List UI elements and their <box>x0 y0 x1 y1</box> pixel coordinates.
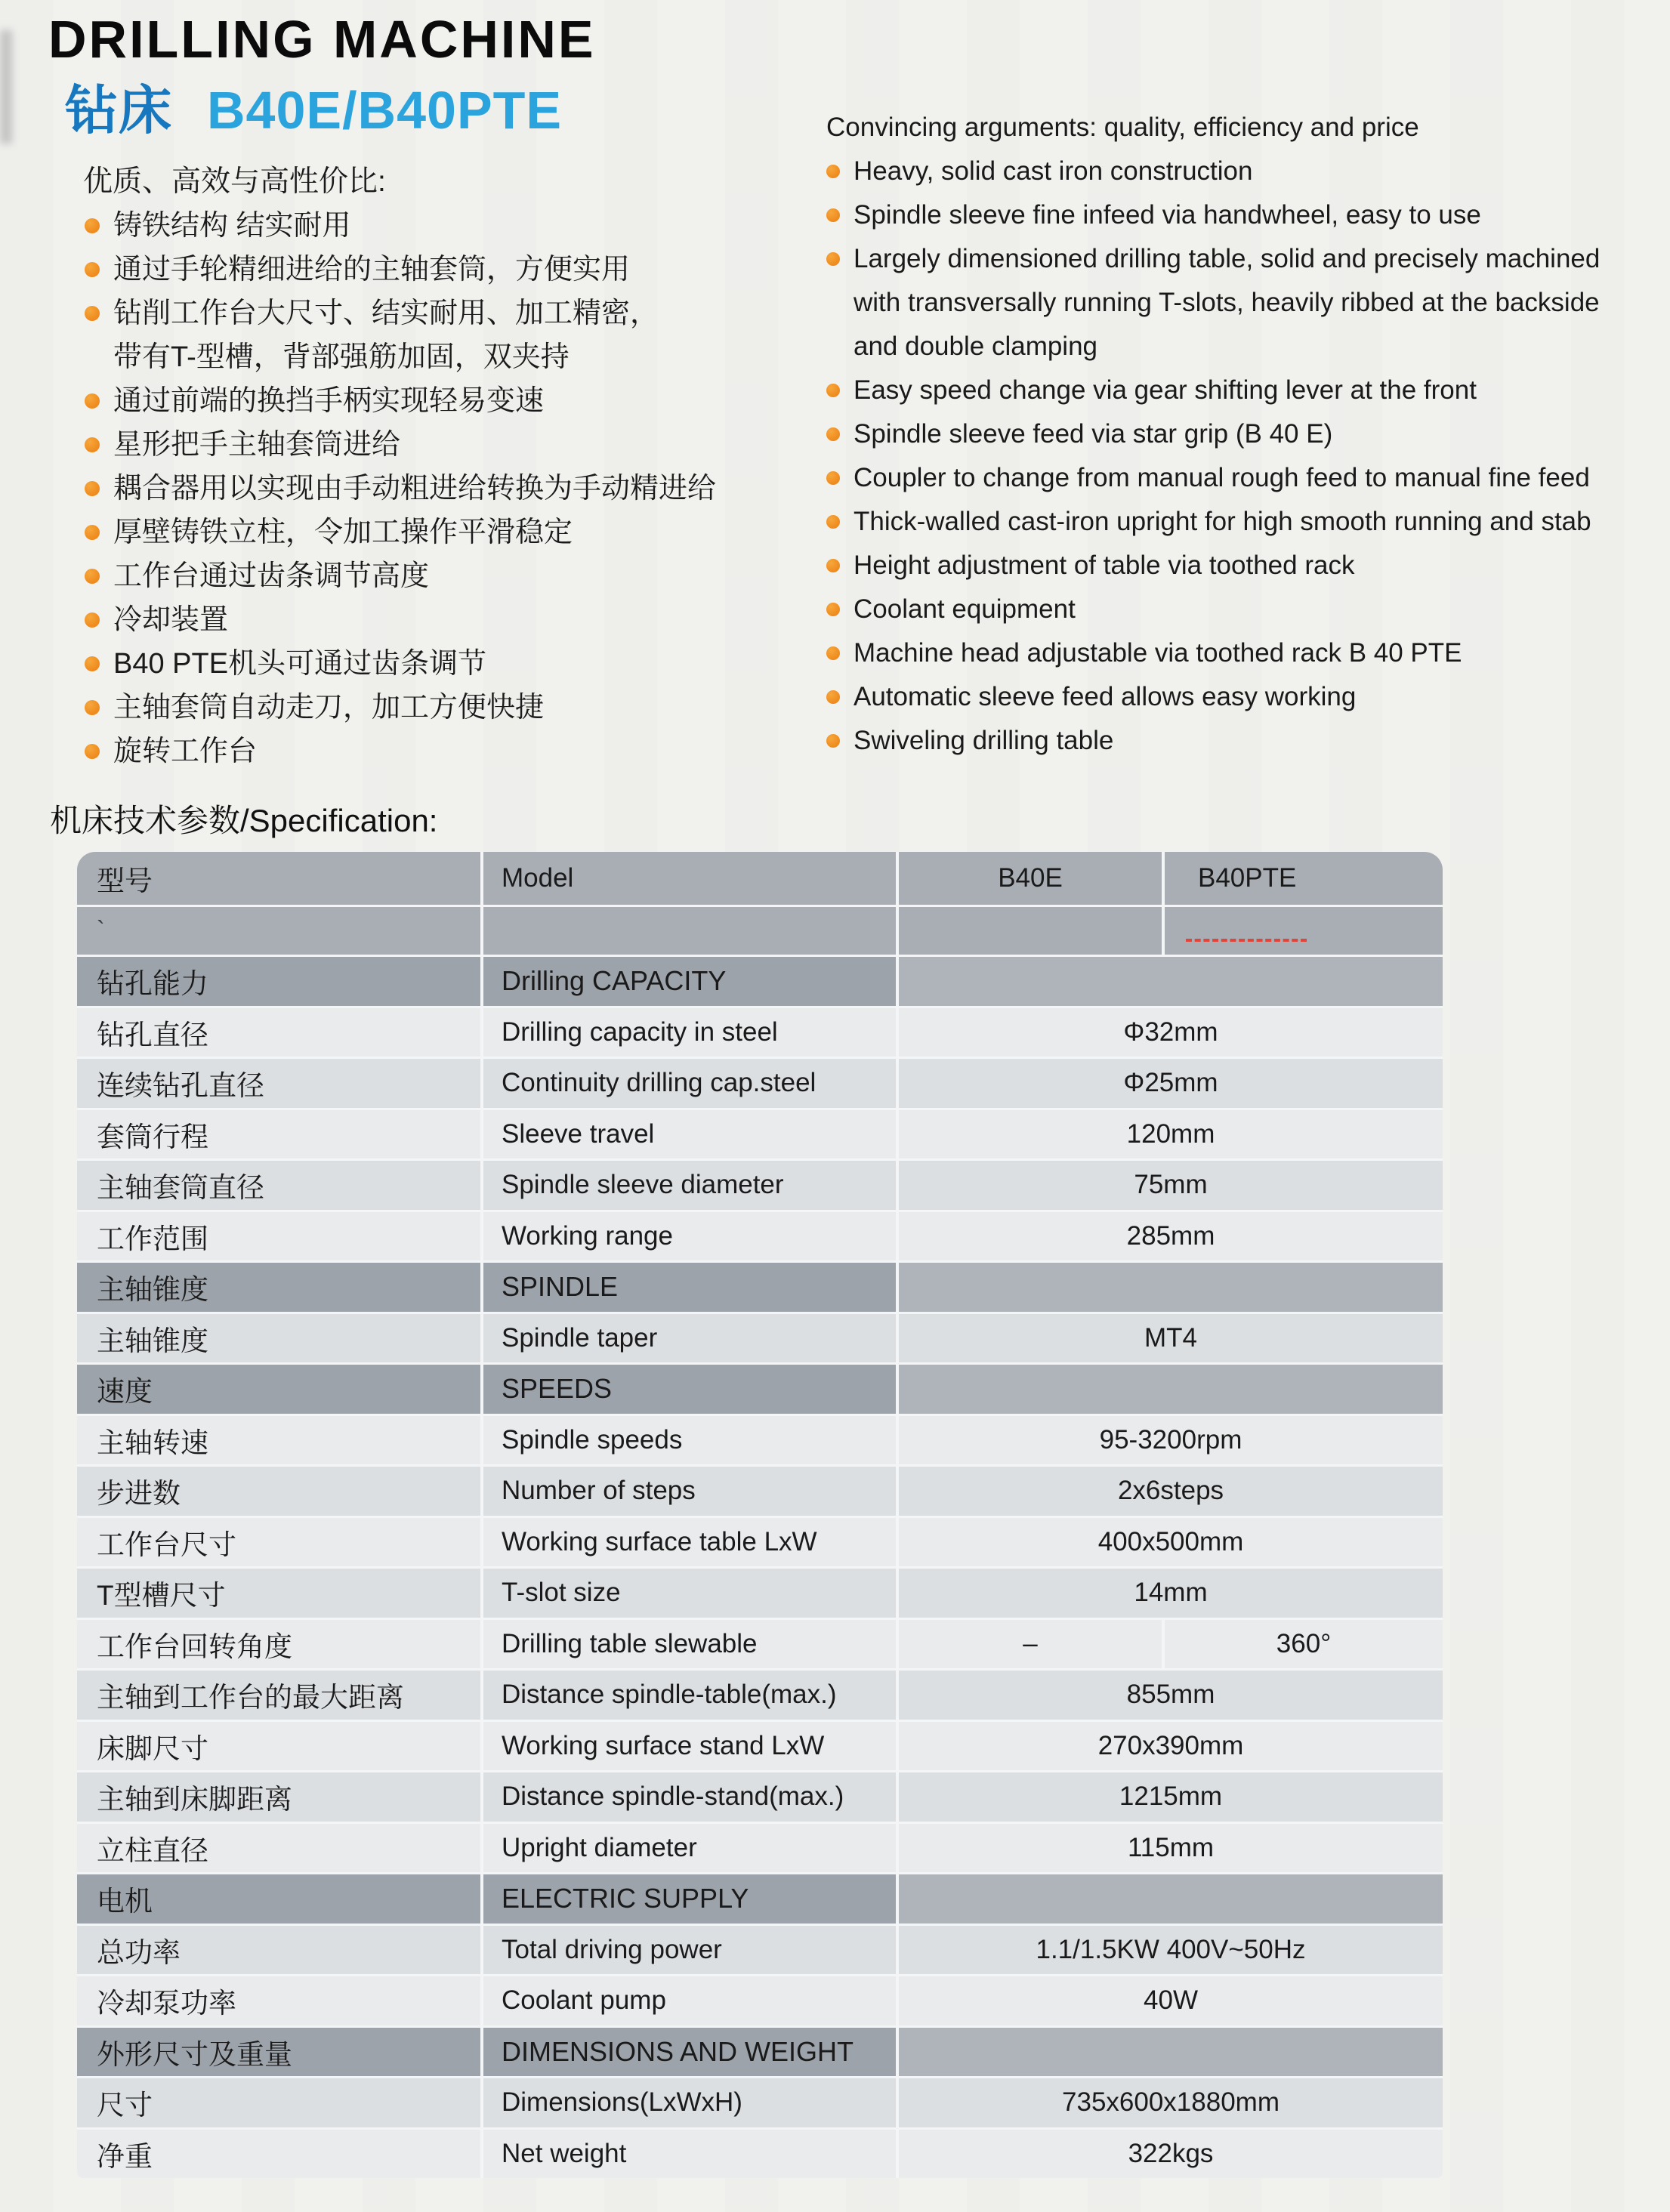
spec-value <box>899 1926 1443 1975</box>
bullet-icon <box>826 646 840 660</box>
spec-label-en <box>483 1772 899 1822</box>
spec-value-text: 2x6steps <box>1117 1476 1224 1506</box>
features-column-cn <box>76 160 831 773</box>
feature-text: 铸铁结构 结实耐用 <box>113 210 351 242</box>
table-row-data <box>77 1158 1443 1210</box>
spec-label-cn <box>77 1824 483 1873</box>
spec-label-cn-text: 步进数 <box>97 1478 181 1510</box>
spec-label-en-text: Dimensions(LxWxH) <box>502 2087 742 2118</box>
spec-label-en <box>483 1008 899 1057</box>
spec-value <box>899 1467 1443 1516</box>
spec-label-en-text: Spindle sleeve diameter <box>502 1170 784 1200</box>
spec-label-en-text: Working surface stand LxW <box>502 1730 825 1760</box>
feature-text: 星形把手主轴套筒进给 <box>113 429 401 461</box>
spec-label-en-text: Upright diameter <box>502 1832 697 1862</box>
spec-value-b40pte <box>1165 1620 1443 1669</box>
spec-label-en <box>483 1722 899 1771</box>
feature-item <box>826 500 1670 544</box>
table-row-data <box>77 1464 1443 1516</box>
table-row-data <box>77 1057 1443 1108</box>
table-row-split <box>77 1618 1443 1669</box>
spec-label-cn-text: 立柱直径 <box>97 1834 208 1866</box>
spec-value-text: 1215mm <box>1119 1782 1223 1812</box>
spec-label-cn-text: 冷却泵功率 <box>97 1988 236 2019</box>
feature-item <box>826 631 1670 675</box>
table-row-data <box>77 1006 1443 1057</box>
table-row-data <box>77 1668 1443 1720</box>
bullet-icon <box>85 437 100 452</box>
feature-text: Largely dimensioned drilling table, solid and precisely machined <box>854 244 1601 273</box>
spec-value <box>899 2130 1443 2179</box>
spec-label-cn-text: 工作范围 <box>97 1223 208 1254</box>
feature-text: Spindle sleeve feed via star grip (B 40 E) <box>854 419 1333 449</box>
bullet-icon <box>826 471 840 485</box>
feature-text: Swiveling drilling table <box>854 726 1114 755</box>
bullet-icon <box>85 525 100 540</box>
spec-label-en-text: Spindle taper <box>502 1322 658 1353</box>
spec-heading: 机床技术参数/Specification: <box>50 803 438 838</box>
spec-label-cn-text: 速度 <box>97 1376 153 1408</box>
table-row-data <box>77 2076 1443 2127</box>
bullet-icon <box>85 612 100 628</box>
table-row-data <box>77 1108 1443 1159</box>
spec-label-en-text: DIMENSIONS AND WEIGHT <box>502 2035 854 2067</box>
spec-label-cn-text: 主轴锥度 <box>97 1274 208 1306</box>
spec-value-b40pte <box>1165 852 1443 905</box>
spec-label-en <box>483 1212 899 1261</box>
spec-label-en <box>483 957 899 1006</box>
spec-label-en-text: Net weight <box>502 2138 627 2168</box>
bullet-icon <box>826 252 840 266</box>
spec-label-cn <box>77 1161 483 1210</box>
spec-label-en <box>483 1671 899 1720</box>
spec-empty-cell <box>899 907 1165 955</box>
bullet-icon <box>826 515 840 529</box>
spec-value-text: 855mm <box>1126 1680 1215 1710</box>
features-heading-en: Convincing arguments: quality, efficiency and price <box>826 113 1419 142</box>
table-row-header <box>77 852 1443 905</box>
feature-text: 钻削工作台大尺寸、结实耐用、加工精密， <box>113 298 659 329</box>
spec-value <box>899 1722 1443 1771</box>
spec-label-en-text: SPEEDS <box>502 1373 613 1405</box>
spec-label-cn-text: 钻孔能力 <box>97 968 208 1000</box>
feature-text: Heavy, solid cast iron construction <box>854 156 1253 186</box>
spec-label-en <box>483 1161 899 1210</box>
spec-value-text: 285mm <box>1126 1220 1215 1251</box>
feature-item <box>76 379 831 423</box>
spec-value <box>899 1518 1443 1567</box>
feature-text: 冷却装置 <box>113 604 229 636</box>
feature-text: 通过前端的换挡手柄实现轻易变速 <box>113 385 545 417</box>
spec-label-cn <box>77 1518 483 1567</box>
spec-label-en-text: Drilling capacity in steel <box>502 1017 778 1047</box>
bullet-icon <box>826 165 840 178</box>
spec-label-en <box>483 1314 899 1363</box>
features-heading-cn: 优质、高效与高性价比: <box>83 165 386 198</box>
spec-value-text: 14mm <box>1134 1578 1208 1608</box>
bullet-icon <box>85 393 100 409</box>
spec-label-cn <box>77 957 483 1006</box>
spec-label-cn-text: 外形尺寸及重量 <box>97 2038 292 2070</box>
spec-label-cn <box>77 852 483 905</box>
spec-value <box>899 1110 1443 1159</box>
spec-label-en <box>483 2130 899 2179</box>
spec-label-cn-text: 主轴转速 <box>97 1427 208 1458</box>
feature-text: 厚壁铸铁立柱，令加工操作平滑稳定 <box>113 517 573 548</box>
spec-label-en <box>483 1110 899 1159</box>
spec-label-cn-text: 净重 <box>97 2140 153 2172</box>
spec-value-text: Φ32mm <box>1123 1017 1218 1047</box>
spec-value-b40pte-text: 360° <box>1276 1628 1332 1658</box>
spec-value <box>899 1008 1443 1057</box>
feature-item-continuation <box>76 335 831 379</box>
feature-text: Height adjustment of table via toothed rack <box>854 551 1355 580</box>
spec-label-cn <box>77 1722 483 1771</box>
table-row-data <box>77 1720 1443 1771</box>
spec-label-en-text: Coolant pump <box>502 1985 666 2016</box>
table-row-section <box>77 2025 1443 2077</box>
spec-label-cn <box>77 2078 483 2127</box>
feature-text: 工作台通过齿条调节高度 <box>113 560 430 592</box>
bullet-icon <box>85 218 100 233</box>
spec-label-cn-text: 型号 <box>97 865 153 896</box>
spec-value-text: 95-3200rpm <box>1099 1424 1242 1455</box>
feature-text: Coupler to change from manual rough feed to manual fine feed <box>854 463 1590 492</box>
feature-item <box>826 588 1670 631</box>
spec-label-en-text: Distance spindle-table(max.) <box>502 1680 837 1710</box>
table-row-data <box>77 1312 1443 1363</box>
spec-label-en-text: Total driving power <box>502 1934 722 1964</box>
table-row-data <box>77 1924 1443 1975</box>
page-subtitle <box>65 68 562 144</box>
page-title: DRILLING MACHINE <box>48 10 596 69</box>
spec-label-cn <box>77 1569 483 1618</box>
feature-item <box>76 248 831 292</box>
spec-value-b40e-text: – <box>1023 1628 1038 1658</box>
spec-label-cn <box>77 1772 483 1822</box>
spec-label-cn <box>77 2028 483 2077</box>
spec-label-cn-text: T型槽尺寸 <box>97 1580 226 1612</box>
feature-text: 耦合器用以实现由手动粗进给转换为手动精进给 <box>113 473 717 504</box>
spec-label-cn <box>77 1620 483 1669</box>
spec-label-cn-text: 工作台回转角度 <box>97 1630 292 1662</box>
feature-item <box>826 675 1670 719</box>
bullet-icon <box>85 569 100 584</box>
spec-label-cn <box>77 1365 483 1414</box>
feature-item <box>76 730 831 773</box>
spec-label-en <box>483 1059 899 1108</box>
subtitle-cn: 钻床 <box>65 81 172 140</box>
spec-label-cn-text: 套筒行程 <box>97 1121 208 1152</box>
feature-text: Machine head adjustable via toothed rack B 40 PTE <box>854 638 1462 668</box>
bullet-icon <box>85 481 100 496</box>
table-row-section <box>77 1260 1443 1312</box>
scan-smudge <box>0 30 12 143</box>
feature-text: B40 PTE机头可通过齿条调节 <box>113 648 487 680</box>
spec-label-cn <box>77 1263 483 1312</box>
spec-label-cn-text: 主轴到床脚距离 <box>97 1784 292 1816</box>
bullet-icon <box>826 690 840 704</box>
table-row-data <box>77 1770 1443 1822</box>
feature-item <box>826 544 1670 588</box>
spec-label-en-text: Spindle speeds <box>502 1424 683 1455</box>
spec-value <box>899 1824 1443 1873</box>
table-row-data <box>77 2127 1443 2179</box>
spec-label-cn <box>77 907 483 955</box>
spec-label-en-text: Working range <box>502 1220 673 1251</box>
spec-value-b40pte-text: B40PTE <box>1198 863 1297 893</box>
spec-label-cn-text: 主轴锥度 <box>97 1325 208 1356</box>
table-row-section <box>77 955 1443 1006</box>
spec-value-text: 1.1/1.5KW 400V~50Hz <box>1036 1934 1306 1964</box>
spec-value-text: 735x600x1880mm <box>1062 2087 1280 2118</box>
spec-label-cn <box>77 1212 483 1261</box>
spec-label-en-text: Sleeve travel <box>502 1118 655 1149</box>
spec-label-cn-text: 电机 <box>97 1886 153 1917</box>
spec-label-cn <box>77 1110 483 1159</box>
spec-label-en <box>483 1263 899 1312</box>
spec-label-cn-text: 主轴到工作台的最大距离 <box>97 1682 404 1714</box>
spec-label-cn <box>77 2130 483 2179</box>
spec-label-cn <box>77 1926 483 1975</box>
spec-value <box>899 1212 1443 1261</box>
feature-item <box>76 292 831 335</box>
feature-item <box>826 412 1670 456</box>
spec-label-en-text: T-slot size <box>502 1578 621 1608</box>
feature-text: and double clamping <box>854 332 1098 361</box>
feature-item <box>826 719 1670 763</box>
spec-label-en <box>483 1518 899 1567</box>
feature-text: 主轴套筒自动走刀，加工方便快捷 <box>113 692 545 723</box>
spec-label-cn <box>77 1416 483 1465</box>
spec-label-en-text: Drilling CAPACITY <box>502 965 727 997</box>
feature-text: Automatic sleeve feed allows easy working <box>854 682 1357 711</box>
table-row-data <box>77 1822 1443 1873</box>
spec-label-en <box>483 1926 899 1975</box>
feature-item <box>826 150 1670 193</box>
spec-label-en <box>483 1569 899 1618</box>
spec-label-cn <box>77 1874 483 1924</box>
bullet-icon <box>85 744 100 759</box>
spec-value <box>899 1416 1443 1465</box>
spec-label-cn-text: ` <box>97 916 105 943</box>
table-row-section <box>77 1362 1443 1414</box>
feature-item <box>76 554 831 598</box>
spec-label-en <box>483 1976 899 2025</box>
table-row-section <box>77 1872 1443 1924</box>
spec-value <box>899 1314 1443 1363</box>
feature-item <box>76 598 831 642</box>
spec-table <box>77 852 1443 2178</box>
bullet-icon <box>85 700 100 715</box>
feature-text: 旋转工作台 <box>113 736 258 767</box>
spec-value <box>899 957 1443 1006</box>
spec-label-cn <box>77 1008 483 1057</box>
table-row-data <box>77 1974 1443 2025</box>
spec-label-cn <box>77 1059 483 1108</box>
feature-text: Coolant equipment <box>854 594 1076 624</box>
spec-label-en-text: Model <box>502 863 574 893</box>
feature-text: with transversally running T-slots, heavily ribbed at the backside <box>854 288 1600 317</box>
feature-text: Easy speed change via gear shifting lever at the front <box>854 375 1477 405</box>
spec-value-b40e <box>899 852 1165 905</box>
bullet-icon <box>85 656 100 671</box>
bullet-icon <box>826 427 840 441</box>
spec-empty-cell <box>1165 907 1443 955</box>
spec-label-en-text: Number of steps <box>502 1476 696 1506</box>
bullet-icon <box>826 559 840 572</box>
spec-value-text: 400x500mm <box>1097 1526 1244 1556</box>
feature-text: Thick-walled cast-iron upright for high smooth running and stab <box>854 507 1591 536</box>
spec-label-en-text: Working surface table LxW <box>502 1526 817 1556</box>
bullet-icon <box>826 384 840 397</box>
spec-label-en <box>483 2028 899 2077</box>
spec-label-en <box>483 1416 899 1465</box>
spec-label-en-text: Continuity drilling cap.steel <box>502 1068 816 1098</box>
spec-value <box>899 1365 1443 1414</box>
feature-item-continuation <box>826 325 1670 369</box>
bullet-icon <box>826 603 840 616</box>
feature-item <box>826 237 1670 281</box>
spec-value-text: 270x390mm <box>1097 1730 1244 1760</box>
spec-label-en-text: SPINDLE <box>502 1271 619 1303</box>
features-list-en <box>826 150 1670 763</box>
spec-value-text: Φ25mm <box>1123 1068 1218 1098</box>
spec-label-en <box>483 1620 899 1669</box>
red-dashed-mark <box>1186 939 1307 942</box>
feature-item <box>76 204 831 248</box>
feature-item <box>826 193 1670 237</box>
spec-label-en-text: ELECTRIC SUPPLY <box>502 1883 749 1914</box>
spec-value-text: MT4 <box>1144 1322 1197 1353</box>
feature-text: Spindle sleeve fine infeed via handwheel, easy to use <box>854 200 1481 230</box>
spec-value <box>899 2078 1443 2127</box>
spec-value <box>899 2028 1443 2077</box>
spec-label-cn-text: 工作台尺寸 <box>97 1529 236 1560</box>
table-row-data <box>77 1566 1443 1618</box>
spec-label-cn-text: 钻孔直径 <box>97 1019 208 1050</box>
feature-item <box>76 467 831 511</box>
feature-item <box>826 456 1670 500</box>
features-column-en <box>826 106 1670 763</box>
spec-value <box>899 1263 1443 1312</box>
spec-label-en <box>483 1874 899 1924</box>
spec-label-en <box>483 2078 899 2127</box>
feature-item <box>76 686 831 730</box>
spec-value <box>899 1161 1443 1210</box>
feature-text: 带有T-型槽，背部强筋加固，双夹持 <box>113 341 570 373</box>
spec-value-b40e <box>899 1620 1165 1669</box>
spec-label-en-text: Drilling table slewable <box>502 1628 758 1658</box>
spec-value <box>899 1569 1443 1618</box>
spec-value-text: 115mm <box>1127 1832 1215 1862</box>
spec-value-b40e-text: B40E <box>998 863 1063 893</box>
spec-label-en-text: Distance spindle-stand(max.) <box>502 1782 844 1812</box>
bullet-icon <box>85 262 100 277</box>
spec-value <box>899 1772 1443 1822</box>
feature-item <box>76 423 831 467</box>
bullet-icon <box>85 306 100 321</box>
spec-label-en <box>483 1467 899 1516</box>
subtitle-model: B40E/B40PTE <box>207 81 563 140</box>
spec-value-text: 322kgs <box>1128 2138 1214 2168</box>
table-row-data <box>77 1210 1443 1261</box>
feature-item-continuation <box>826 281 1670 325</box>
spec-label-cn-text: 连续钻孔直径 <box>97 1070 264 1102</box>
spec-label-cn-text: 尺寸 <box>97 2090 153 2121</box>
bullet-icon <box>826 734 840 748</box>
spec-value <box>899 1671 1443 1720</box>
spec-value-text: 75mm <box>1134 1170 1208 1200</box>
table-row-data <box>77 1516 1443 1567</box>
spec-value <box>899 1874 1443 1924</box>
feature-text: 通过手轮精细进给的主轴套筒，方便实用 <box>113 254 631 285</box>
spec-label-cn-text: 总功率 <box>97 1936 181 1968</box>
spec-label-en <box>483 1365 899 1414</box>
spec-label-cn-text: 床脚尺寸 <box>97 1732 208 1764</box>
spec-value-text: 120mm <box>1126 1118 1215 1149</box>
spec-label-cn <box>77 1314 483 1363</box>
spec-label-en <box>483 1824 899 1873</box>
spec-label-cn-text: 主轴套筒直径 <box>97 1172 264 1204</box>
spec-label-cn <box>77 1467 483 1516</box>
bullet-icon <box>826 208 840 222</box>
spec-value <box>899 1059 1443 1108</box>
spec-value-text: 40W <box>1144 1985 1198 2016</box>
spec-value <box>899 1976 1443 2025</box>
table-row-data <box>77 1414 1443 1465</box>
feature-item <box>826 369 1670 412</box>
spec-label-en <box>483 852 899 905</box>
spec-label-cn <box>77 1671 483 1720</box>
feature-item <box>76 642 831 686</box>
spec-label-cn <box>77 1976 483 2025</box>
features-list-cn <box>76 204 831 773</box>
feature-item <box>76 511 831 554</box>
table-row-empty <box>77 905 1443 955</box>
spec-label-en <box>483 907 899 955</box>
